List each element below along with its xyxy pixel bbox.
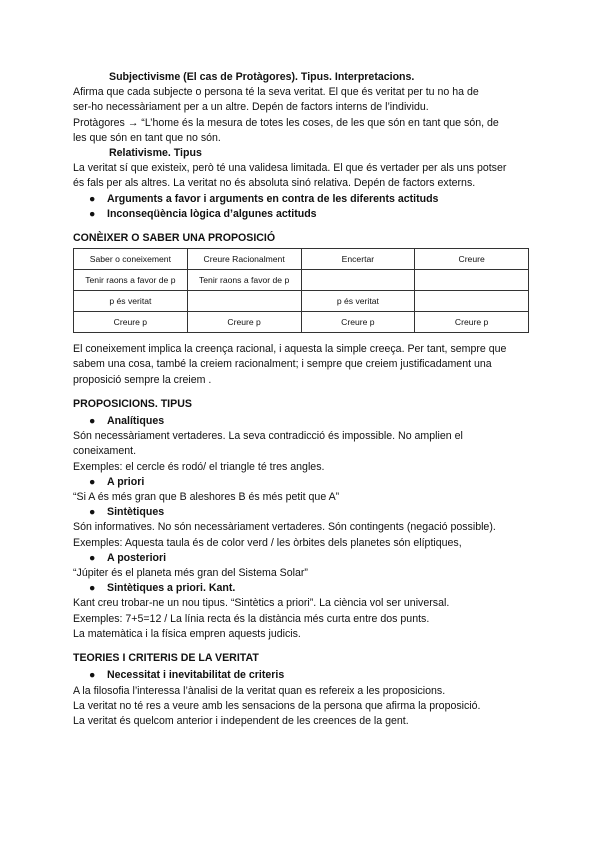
bullet-text: Necessitat i inevitabilitat de criteris [107, 669, 285, 682]
bullet-text: Inconseqüència lògica d’algunes actituds [107, 207, 317, 220]
table-row [74, 291, 529, 312]
table-cell [415, 270, 529, 291]
bullet-item [73, 475, 533, 490]
bullet-item [73, 551, 533, 566]
subjectivisme-line-1: Afirma que cada subjecte o persona té la seva veritat. El que és veritat per tu no ha de [73, 86, 479, 99]
subjectivisme-line-3: Protàgores → “L’home és la mesura de totes les coses, de les que són en tant que són, de [73, 116, 499, 129]
table-cell: Creure p [415, 312, 529, 333]
bullet-icon: ● [89, 582, 96, 595]
table-cell: p és veritat [301, 291, 415, 312]
bullet-icon: ● [89, 551, 96, 564]
coneixement-line-3: proposició sempre la creiem . [73, 373, 212, 386]
table-cell: Creure p [301, 312, 415, 333]
bullet-item [73, 505, 533, 520]
bullet-item [73, 414, 533, 429]
document-page [73, 70, 533, 729]
bullet-text: Sintètiques a priori. Kant. [107, 582, 236, 595]
table-row [74, 249, 529, 270]
kant-line-1: Kant creu trobar-ne un nou tipus. “Sintètics a priori”. La ciència vol ser universal. [73, 597, 450, 610]
subjectivisme-heading: Subjectivisme (El cas de Protàgores). Tipus. Interpretacions. [109, 71, 415, 83]
bullet-icon: ● [89, 475, 96, 488]
table-cell [415, 291, 529, 312]
subjectivisme-line-4: les que són en tant que no són. [73, 131, 221, 144]
bullet-item [73, 668, 533, 683]
proposicions-heading: PROPOSICIONS. TIPUS [73, 397, 192, 410]
bullet-text: A posteriori [107, 551, 167, 564]
relativisme-line-1: La veritat sí que existeix, però té una validesa limitada. El que és vertader per als uns potser [73, 162, 507, 175]
coneixer-heading: CONÈIXER O SABER UNA PROPOSICIÓ [73, 232, 276, 245]
bullet-icon: ● [89, 192, 96, 205]
table-cell [301, 270, 415, 291]
sintetiques-line-1: Són informatives. No són necessàriament vertaderes. Són contingents (negació possible). [73, 521, 496, 534]
bullet-item [73, 207, 533, 222]
bullet-item [73, 581, 533, 596]
table-cell [187, 291, 301, 312]
relativisme-heading: Relativisme. Tipus [109, 147, 202, 160]
kant-line-3: La matemàtica i la física empren aquests judicis. [73, 627, 301, 640]
table-cell: Creure p [187, 312, 301, 333]
table-cell: Creure p [74, 312, 188, 333]
relativisme-line-2: és fals per als altres. La veritat no és absoluta sinó relativa. Depén de factors externs. [73, 177, 476, 190]
table-row [74, 312, 529, 333]
bullet-text: Analítiques [107, 415, 165, 428]
bullet-icon: ● [89, 207, 96, 220]
apriori-line-1: “Si A és més gran que B aleshores B és més petit que A” [73, 491, 340, 504]
table-cell: Encertar [301, 249, 415, 270]
analitiques-line-1: Són necessàriament vertaderes. La seva contradicció és impossible. No amplien el [73, 430, 463, 443]
table-cell: Creure Racionalment [187, 249, 301, 270]
table-cell: Tenir raons a favor de p [187, 270, 301, 291]
coneixement-line-1: El coneixement implica la creença racional, i aquesta la simple creeça. Per tant, sempre que [73, 343, 507, 356]
kant-line-2: Exemples: 7+5=12 / La línia recta és la distància més curta entre dos punts. [73, 612, 430, 625]
bullet-icon: ● [89, 506, 96, 519]
teories-line-2: La veritat no té res a veure amb les sensacions de la persona que afirma la proposició. [73, 699, 481, 712]
table-cell: Tenir raons a favor de p [74, 270, 188, 291]
sintetiques-line-2: Exemples: Aquesta taula és de color verd / les òrbites dels planetes són elíptiques, [73, 536, 462, 549]
analitiques-line-3: Exemples: el cercle és rodó/ el triangle té tres angles. [73, 460, 325, 473]
analitiques-line-2: coneixament. [73, 445, 137, 458]
subjectivisme-line-2: ser-ho necessàriament per a un altre. Depén de factors interns de l’individu. [73, 101, 429, 114]
bullet-text: Arguments a favor i arguments en contra de les diferents actituds [107, 192, 439, 205]
teories-line-3: La veritat és quelcom anterior i independent de les creences de la gent. [73, 714, 409, 727]
table-cell: p és veritat [74, 291, 188, 312]
teories-line-1: A la filosofia l’interessa l’ànalisi de la veritat quan es refereix a les proposicions. [73, 684, 446, 697]
aposteriori-line-1: “Júpiter és el planeta més gran del Sistema Solar” [73, 567, 308, 580]
bullet-icon: ● [89, 669, 96, 682]
table-row [74, 270, 529, 291]
bullet-item [73, 192, 533, 207]
bullet-icon: ● [89, 415, 96, 428]
knowledge-table [73, 248, 529, 333]
coneixement-line-2: sabem una cosa, també la creiem racionalment; i sempre que creiem justificadament una [73, 358, 492, 371]
table-cell: Saber o coneixement [74, 249, 188, 270]
table-cell: Creure [415, 249, 529, 270]
bullet-text: A priori [107, 475, 145, 488]
bullet-text: Sintètiques [107, 506, 165, 519]
teories-heading: TEORIES I CRITERIS DE LA VERITAT [73, 652, 259, 665]
